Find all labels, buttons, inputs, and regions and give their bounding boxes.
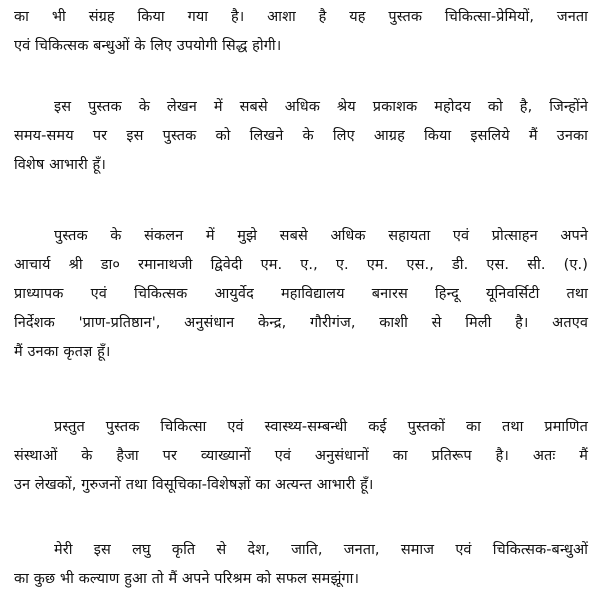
text-line: पुस्तक के संकलन में मुझे सबसे अधिक सहायता एवं प्रोत्साहन अपने [54,228,588,244]
text-line: आचार्य श्री डा० रमानाथजी द्विवेदी एम. ए., ए. एम. एस., डी. एस. सी. (ए.) [14,257,588,273]
text-line: प्राध्यापक एवं चिकित्सक आयुर्वेद महाविद्यालय बनारस हिन्दू यूनिवर्सिटी तथा [14,286,588,302]
text-line: समय-समय पर इस पुस्तक को लिखने के लिए आग्रह किया इसलिये मैं उनका [14,128,588,144]
text-line: एवं चिकित्सक बन्धुओं के लिए उपयोगी सिद्ध होगी। [14,38,282,54]
paragraph-closing-hope [14,3,588,61]
text-line: विशेष आभारी हूँ। [14,157,106,173]
paragraph-final-wish [14,536,588,594]
text-line: प्रस्तुत पुस्तक चिकित्सा एवं स्वास्थ्य-सम्बन्धी कई पुस्तकों का तथा प्रमाणित [54,419,588,435]
text-line: निर्देशक 'प्राण-प्रतिष्ठान', अनुसंधान केन्द्र, गौरीगंज, काशी से मिली है। अतएव [14,315,588,331]
text-line: संस्थाओं के हैजा पर व्याख्यानों एवं अनुसंधानों का प्रतिरूप है। अतः मैं [14,448,588,464]
paragraph-publisher-credit [14,93,588,180]
text-line: का भी संग्रह किया गया है। आशा है यह पुस्तक चिकित्सा-प्रेमियों, जनता [14,9,588,25]
text-line: मैं उनका कृतज्ञ हूँ। [14,344,111,360]
text-line: उन लेखकों, गुरुजनों तथा विसूचिका-विशेषज्ञों का अत्यन्त आभारी हूँ। [14,477,374,493]
text-line: का कुछ भी कल्याण हुआ तो मैं अपने परिश्रम को सफल समझूंगा। [14,571,360,587]
paragraph-sources-credit [14,413,588,500]
text-line: इस पुस्तक के लेखन में सबसे अधिक श्रेय प्रकाशक महोदय को है, जिन्होंने [54,99,588,115]
paragraph-teacher-credit [14,222,588,367]
text-line: मेरी इस लघु कृति से देश, जाति, जनता, समाज एवं चिकित्सक-बन्धुओं [54,542,588,558]
